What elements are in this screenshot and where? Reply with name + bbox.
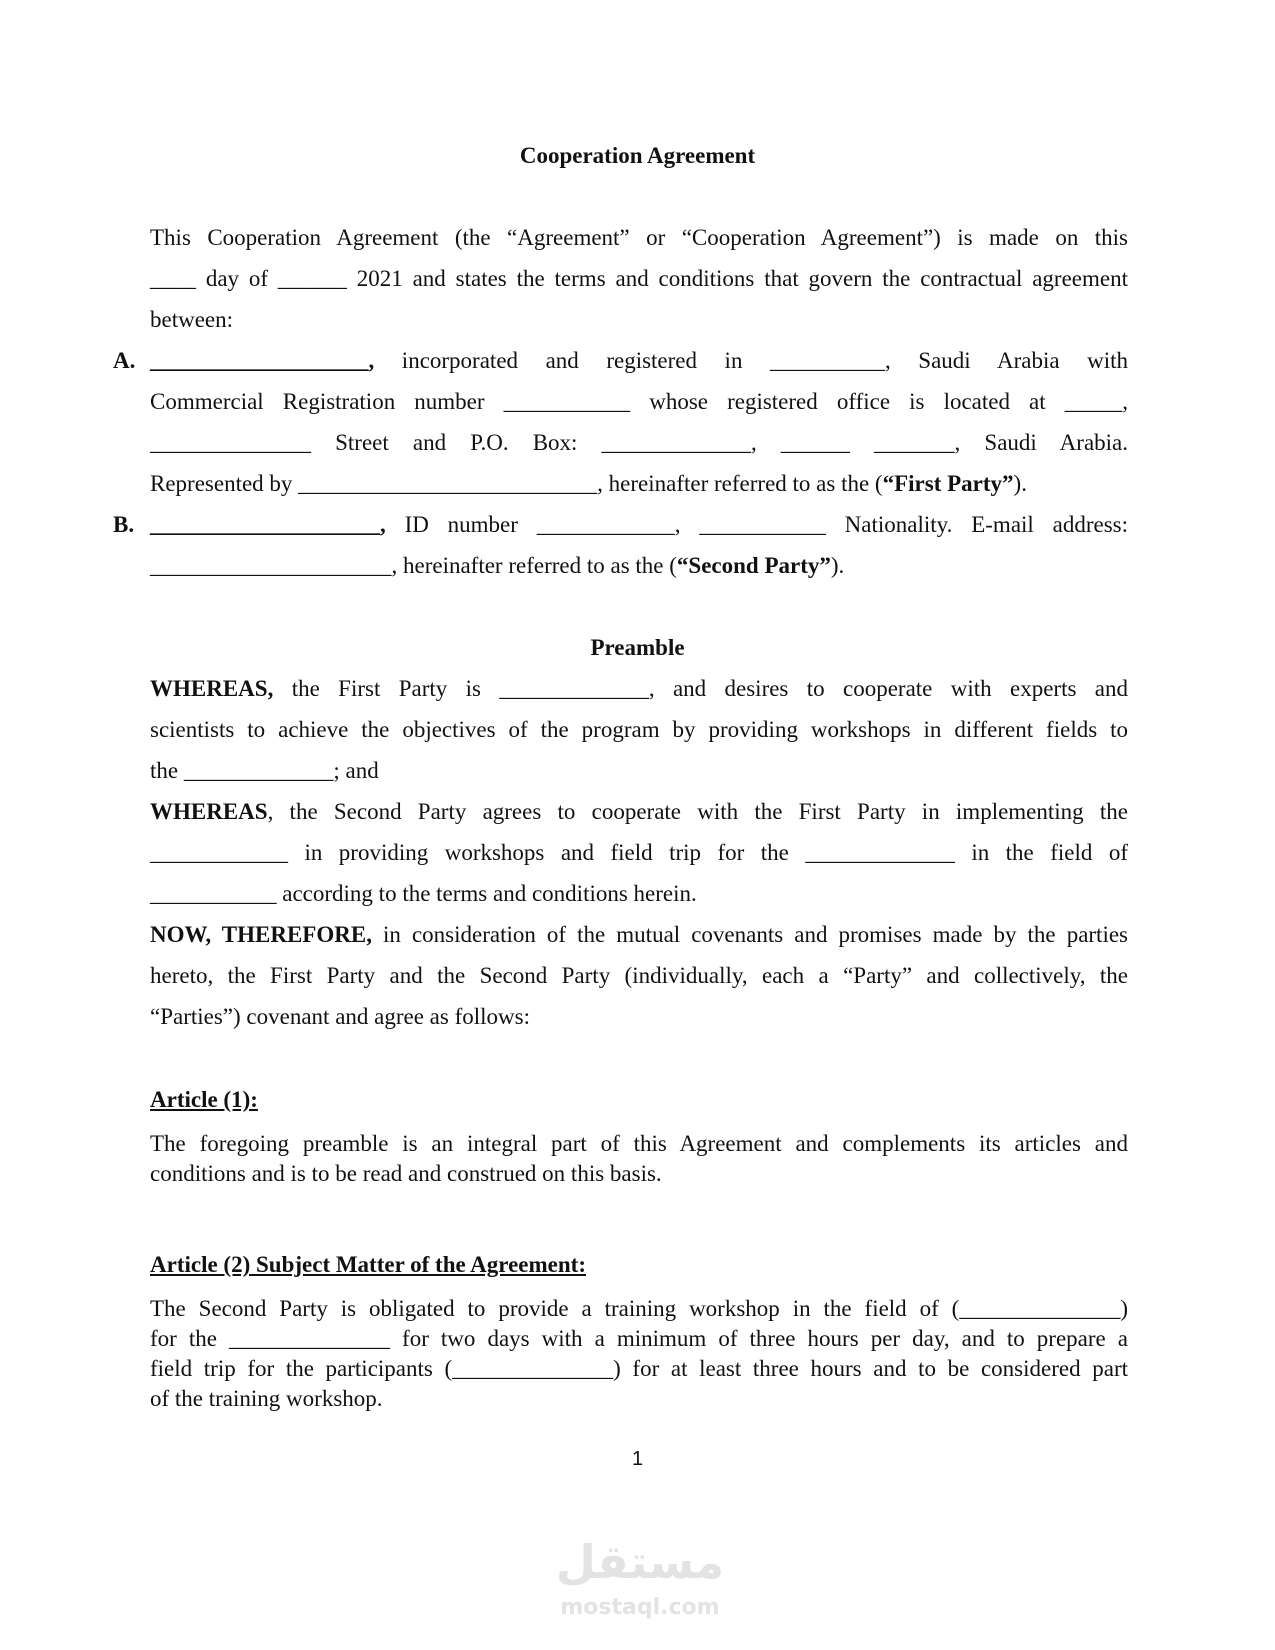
party-a-name-blank: ___________________, bbox=[150, 348, 375, 373]
intro-line-2: ____ day of ______ 2021 and states the terms and conditions that govern the contractual agreement bbox=[150, 266, 1128, 291]
now-therefore-line-1 bbox=[150, 922, 1128, 948]
whereas-2-line-1-text: , the Second Party agrees to cooperate with the First Party in implementing the bbox=[267, 799, 1128, 824]
article-1-line-1: The foregoing preamble is an integral part of this Agreement and complements its articles and bbox=[150, 1131, 1128, 1156]
now-therefore-keyword: NOW, THEREFORE, bbox=[150, 922, 372, 947]
whereas-1-line-1 bbox=[150, 676, 1128, 702]
party-b-line-2 bbox=[150, 553, 1128, 579]
article-2-line-2: for the ______________ for two days with a minimum of three hours per day, and to prepare a bbox=[150, 1326, 1128, 1351]
party-b-line-2-pre: _____________________, hereinafter referred to as the ( bbox=[150, 553, 677, 578]
article-2-line-3: field trip for the participants (______________) for at least three hours and to be considered part bbox=[150, 1356, 1128, 1381]
whereas-1-line-2: scientists to achieve the objectives of the program by providing workshops in different fields to bbox=[150, 717, 1128, 742]
whereas-1-keyword: WHEREAS, bbox=[150, 676, 274, 701]
page-number: 1 bbox=[631, 1448, 644, 1470]
whereas-1-line-1-text: the First Party is _____________, and desires to cooperate with experts and bbox=[273, 676, 1128, 701]
party-a-line-1-text: incorporated and registered in __________, Saudi Arabia with bbox=[374, 348, 1128, 373]
party-b-name-blank: ____________________, bbox=[150, 512, 386, 537]
intro-line-1: This Cooperation Agreement (the “Agreement” or “Cooperation Agreement”) is made on this bbox=[150, 225, 1128, 250]
watermark-latin-text: mostaql.com bbox=[560, 1595, 720, 1620]
whereas-2-keyword: WHEREAS bbox=[150, 799, 268, 824]
party-a-line-2: Commercial Registration number ___________ whose registered office is located at _____, bbox=[150, 389, 1128, 414]
article-1-heading: Article (1): bbox=[150, 1087, 258, 1112]
party-a-marker: A. bbox=[113, 348, 136, 373]
party-a-line-4-pre: Represented by __________________________, hereinafter referred to as the ( bbox=[150, 471, 883, 496]
intro-line-3: between: bbox=[150, 307, 234, 332]
article-1-line-2: conditions and is to be read and construed on this basis. bbox=[150, 1161, 662, 1186]
now-therefore-line-2: hereto, the First Party and the Second Party (individually, each a “Party” and collectively, the bbox=[150, 963, 1128, 988]
first-party-label: “First Party” bbox=[882, 471, 1014, 496]
party-a-line-3: ______________ Street and P.O. Box: _____________, ______ _______, Saudi Arabia. bbox=[150, 430, 1128, 455]
party-b-marker: B. bbox=[113, 512, 135, 537]
watermark-arabic-text: مستقل bbox=[555, 1535, 725, 1589]
party-a-line-1 bbox=[150, 348, 1128, 374]
mostaql-watermark-logo bbox=[540, 1535, 740, 1635]
whereas-1-line-3: the _____________; and bbox=[150, 758, 379, 783]
now-therefore-line-1-text: in consideration of the mutual covenants and promises made by the parties bbox=[371, 922, 1129, 947]
now-therefore-line-3: “Parties”) covenant and agree as follows: bbox=[150, 1004, 530, 1029]
party-a-line-4-post: ). bbox=[1013, 471, 1027, 496]
party-b-line-1 bbox=[150, 512, 1128, 538]
article-2-line-1: The Second Party is obligated to provide a training workshop in the field of (______________) bbox=[150, 1296, 1128, 1321]
party-b-line-1-text: ID number ____________, ___________ Nationality. E-mail address: bbox=[385, 512, 1128, 537]
whereas-2-line-1 bbox=[150, 799, 1128, 825]
whereas-2-line-3: ___________ according to the terms and conditions herein. bbox=[150, 881, 697, 906]
preamble-heading: Preamble bbox=[590, 635, 685, 660]
party-a-line-4 bbox=[150, 471, 1128, 497]
article-2-heading: Article (2) Subject Matter of the Agreement: bbox=[150, 1252, 586, 1277]
article-2-line-4: of the training workshop. bbox=[150, 1386, 383, 1411]
second-party-label: “Second Party” bbox=[676, 553, 831, 578]
party-b-line-2-post: ). bbox=[830, 553, 845, 578]
whereas-2-line-2: ____________ in providing workshops and field trip for the _____________ in the field of bbox=[150, 840, 1128, 865]
document-title: Cooperation Agreement bbox=[519, 143, 756, 168]
